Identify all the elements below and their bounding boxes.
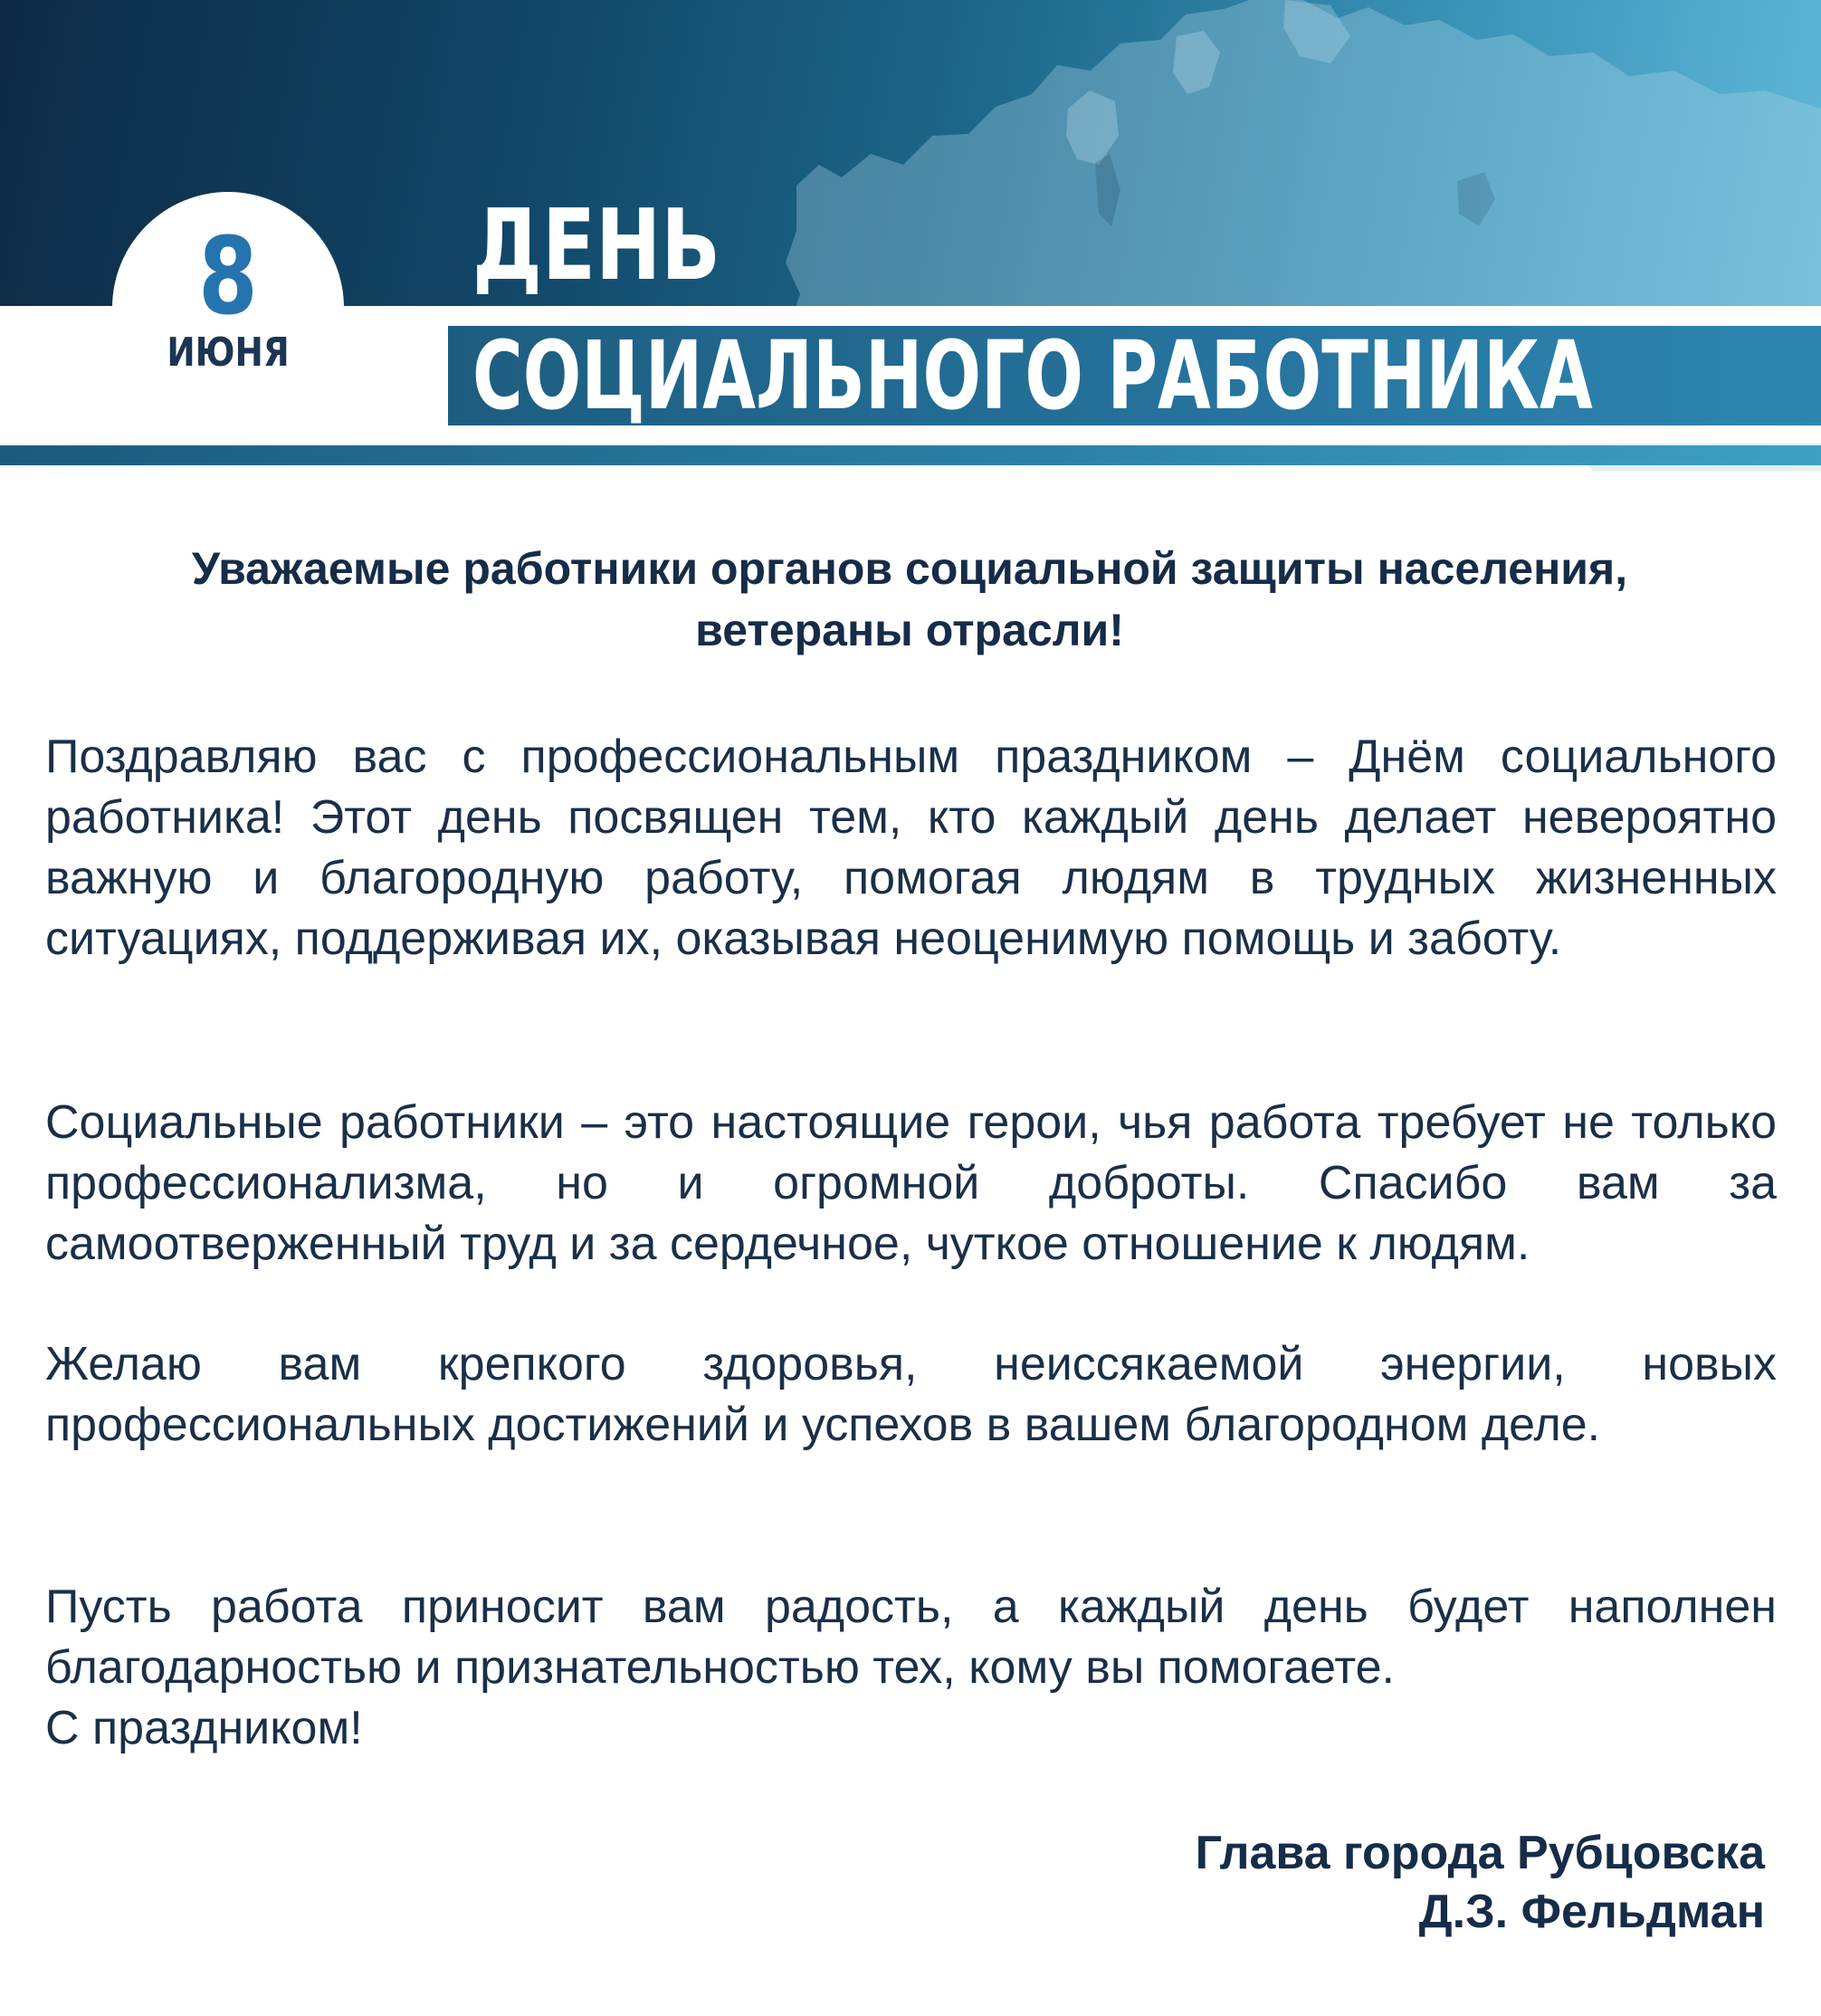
- signature-name: Д.З. Фельдман: [1418, 1886, 1765, 1938]
- greeting-line-1: Уважаемые работники органов социальной защиты населения,: [191, 543, 1628, 594]
- date-month: ИЮНЯ: [167, 330, 290, 376]
- signature-block: [860, 1824, 1765, 1942]
- title-line-1: ДЕНЬ: [472, 189, 721, 302]
- title-line-2: СОЦИАЛЬНОГО РАБОТНИКА: [472, 320, 1593, 431]
- letter-paragraph-1: Поздравляю вас с профессиональным праздником – Днём социального работника! Этот день посвящен тем, кто каждый день делает невероятно важную и благородную работу, помогая людям в трудных жизненных ситуациях, поддерживая их, оказывая неоценимую помощь и заботу.: [45, 731, 1777, 965]
- paragraph-4-closing: С праздником!: [45, 1702, 363, 1754]
- letter-paragraph-4: [45, 1577, 1777, 1759]
- date-number: 8: [198, 214, 258, 339]
- letter-greeting: [45, 538, 1774, 661]
- letter-paragraph-3: Желаю вам крепкого здоровья, неиссякаемой энергии, новых профессиональных достижений и успехов в вашем благородном деле.: [45, 1338, 1777, 1451]
- greeting-line-2: ветераны отрасли!: [695, 605, 1124, 655]
- letter-paragraph-2: Социальные работники – это настоящие герои, чья работа требует не только профессионализма, но и огромной доброты. Спасибо вам за самоотверженный труд и за сердечное, чуткое отношение к людям.: [45, 1096, 1777, 1270]
- paragraph-4-body: Пусть работа приносит вам радость, а каждый день будет наполнен благодарностью и признательностью тех, кому вы помогаете.: [45, 1581, 1777, 1694]
- signature-title: Глава города Рубцовска: [1195, 1827, 1765, 1879]
- header-bottom-stripe: [0, 445, 1821, 465]
- header-banner: [0, 0, 1821, 471]
